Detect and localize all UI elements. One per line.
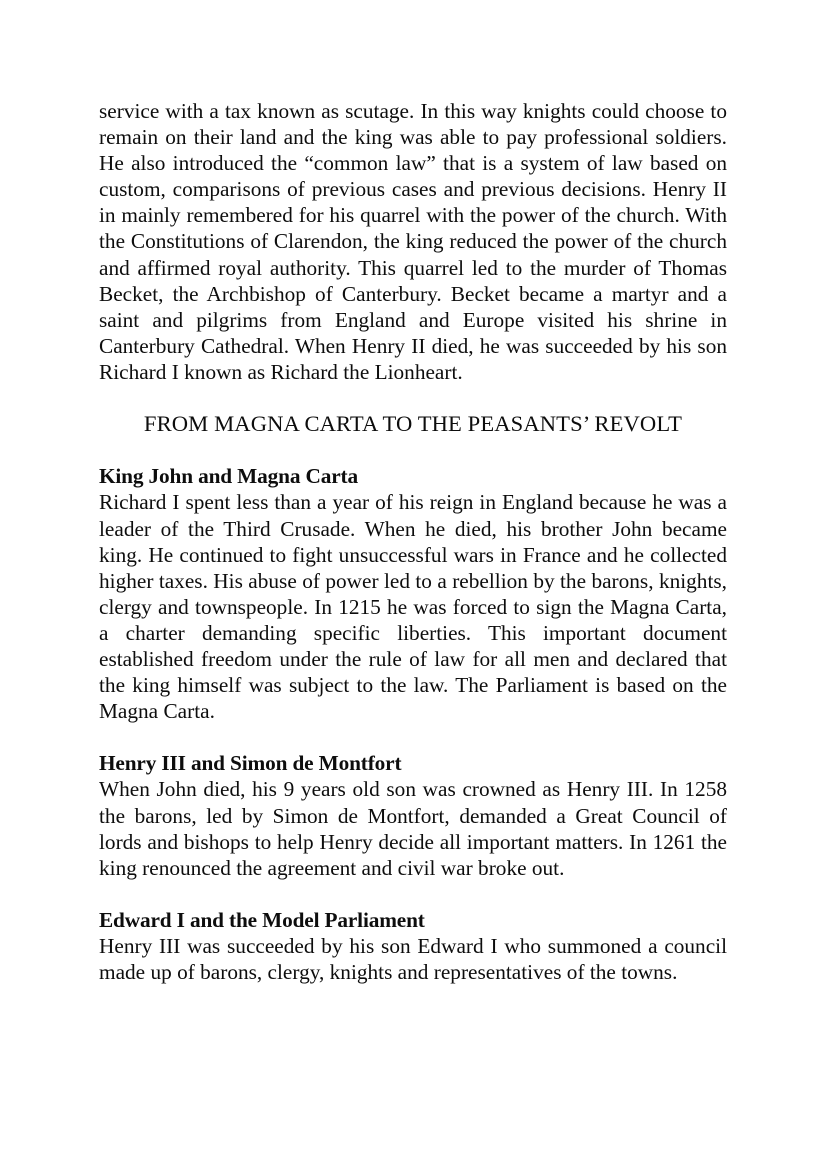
subsection-heading-king-john-and-magna-carta: King John and Magna Carta <box>99 464 358 489</box>
intro-paragraph: service with a tax known as scutage. In this way knights could choose to remain on their land and the king was able to pay professional soldiers. He also introduced the “common law” that is a system of law based on custom, comparisons of previous cases and previous decisions. Henry II in mainly remembered for his quarrel with the power of the church. With the Constitutions of Clarendon, the king reduced the power of the church and affirmed royal authority. This quarrel led to the murder of Thomas Becket, the Archbishop of Canterbury. Becket became a martyr and a saint and pilgrims from England and Europe visited his shrine in Canterbury Cathedral. When Henry II died, he was succeeded by his son Richard I known as Richard the Lionheart. <box>99 99 727 384</box>
spacer-before-edward-i-section <box>99 881 727 907</box>
subsection-heading-edward-i-and-the-model-parliament: Edward I and the Model Parliament <box>99 907 425 932</box>
spacer-before-henry-iii-section <box>99 724 727 750</box>
subsection-body-king-john-and-magna-carta: Richard I spent less than a year of his reign in England because he was a leader of the Third Crusade. When he died, his brother John became king. He continued to fight unsuccessful wars in France and he collected higher taxes. His abuse of power led to a rebellion by the barons, knights, clergy and townspeople. In 1215 he was forced to sign the Magna Carta, a charter demanding specific liberties. This important document established freedom under the rule of law for all men and declared that the king himself was subject to the law. The Parliament is based on the Magna Carta. <box>99 490 727 724</box>
section-heading: FROM MAGNA CARTA TO THE PEASANTS’ REVOLT <box>143 411 683 437</box>
subsection-body-henry-iii-and-simon-de-montfort: When John died, his 9 years old son was crowned as Henry III. In 1258 the barons, led by Simon de Montfort, demanded a Great Council of lords and bishops to help Henry decide all important matters. In 1261 the king renounced the agreement and civil war broke out. <box>99 777 727 880</box>
spacer-before-section-heading <box>99 385 727 411</box>
subsection-body-edward-i-and-the-model-parliament: Henry III was succeeded by his son Edward I who summoned a council made up of barons, clergy, knights and representatives of the towns. <box>99 934 727 985</box>
text-column <box>99 98 727 985</box>
spacer-after-section-heading <box>99 437 727 463</box>
subsection-heading-henry-iii-and-simon-de-montfort: Henry III and Simon de Montfort <box>99 751 402 776</box>
